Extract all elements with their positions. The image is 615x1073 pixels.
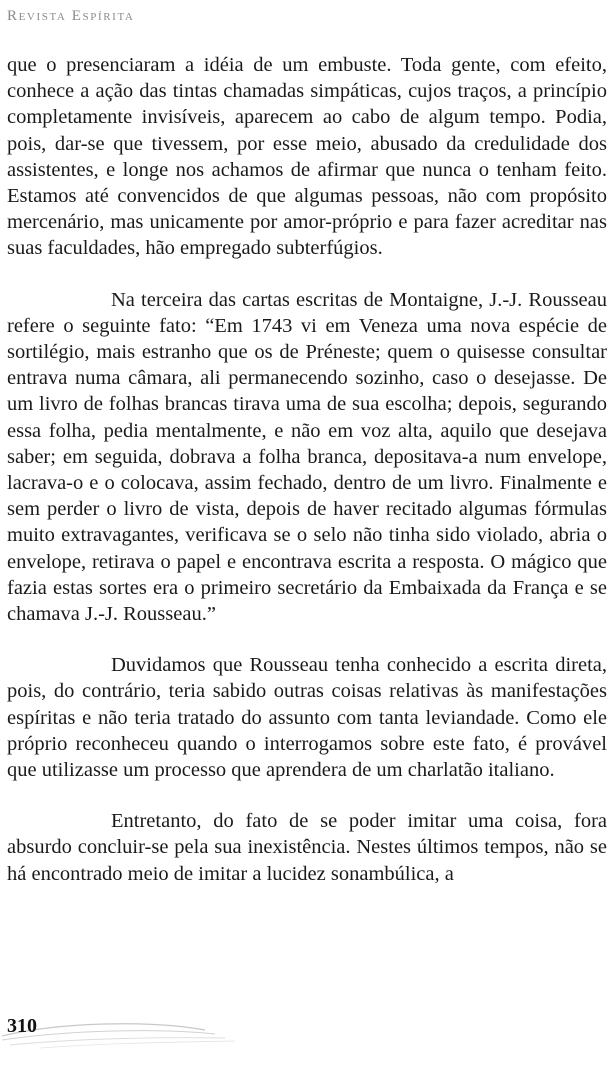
page-body xyxy=(7,52,607,887)
paragraph-direct-writing: Duvidamos que Rousseau tenha conhecido a escrita direta, pois, do contrário, teria sabido outras coisas relativas às manifestações espíritas e não teria tratado do assunto com tanta leviandade. Como ele próprio reconheceu quando o interrogamos sobre este fato, é provável que utilizasse um processo que aprendera de um charlatão italiano. xyxy=(7,654,607,782)
running-header: Revista Espírita xyxy=(7,8,135,24)
page-footer xyxy=(0,1010,615,1073)
decorative-swoosh-icon xyxy=(0,1010,260,1050)
page-number: 310 xyxy=(7,1015,37,1037)
paragraph-imitation: Entretanto, do fato de se poder imitar uma coisa, fora absurdo concluir-se pela sua inexistência. Nestes últimos tempos, não se há encontrado meio de imitar a lucidez sonambúlica, a xyxy=(7,810,607,885)
paragraph-rousseau-quote: Na terceira das cartas escritas de Montaigne, J.-J. Rousseau refere o seguinte fato: “Em 1743 vi em Veneza uma nova espécie de sortilégio, mais estranho que os de Préneste; quem o quisesse consultar entrava numa câmara, ali permanecendo sozinho, caso o desejasse. De um livro de folhas brancas tirava uma de sua escolha; depois, segurando essa folha, pedia mentalmente, e não em voz alta, aquilo que desejava saber; em seguida, dobrava a folha branca, depositava-a num envelope, lacrava-o e o colocava, assim fechado, dentro de um livro. Finalmente e sem perder o livro de vista, depois de haver recitado algumas fórmulas muito extravagantes, verificava se o selo não tinha sido violado, abria o envelope, retirava o papel e encontrava escrita a resposta. O mágico que fazia estas sortes era o primeiro secretário da Embaixada da França e se chamava J.-J. Rousseau.” xyxy=(7,288,607,626)
paragraph-continuation: que o presenciaram a idéia de um embuste. Toda gente, com efeito, conhece a ação das tintas chamadas simpáticas, cujos traços, a princípio completamente invisíveis, aparecem ao cabo de algum tempo. Podia, pois, dar-se que tivessem, por esse meio, abusado da credulidade dos assistentes, e longe nos achamos de afirmar que nunca o tenham feito. Estamos até convencidos de que algumas pessoas, não com propósito mercenário, mas unicamente por amor-próprio e para fazer acreditar nas suas faculdades, hão empregado subterfúgios. xyxy=(7,54,607,260)
